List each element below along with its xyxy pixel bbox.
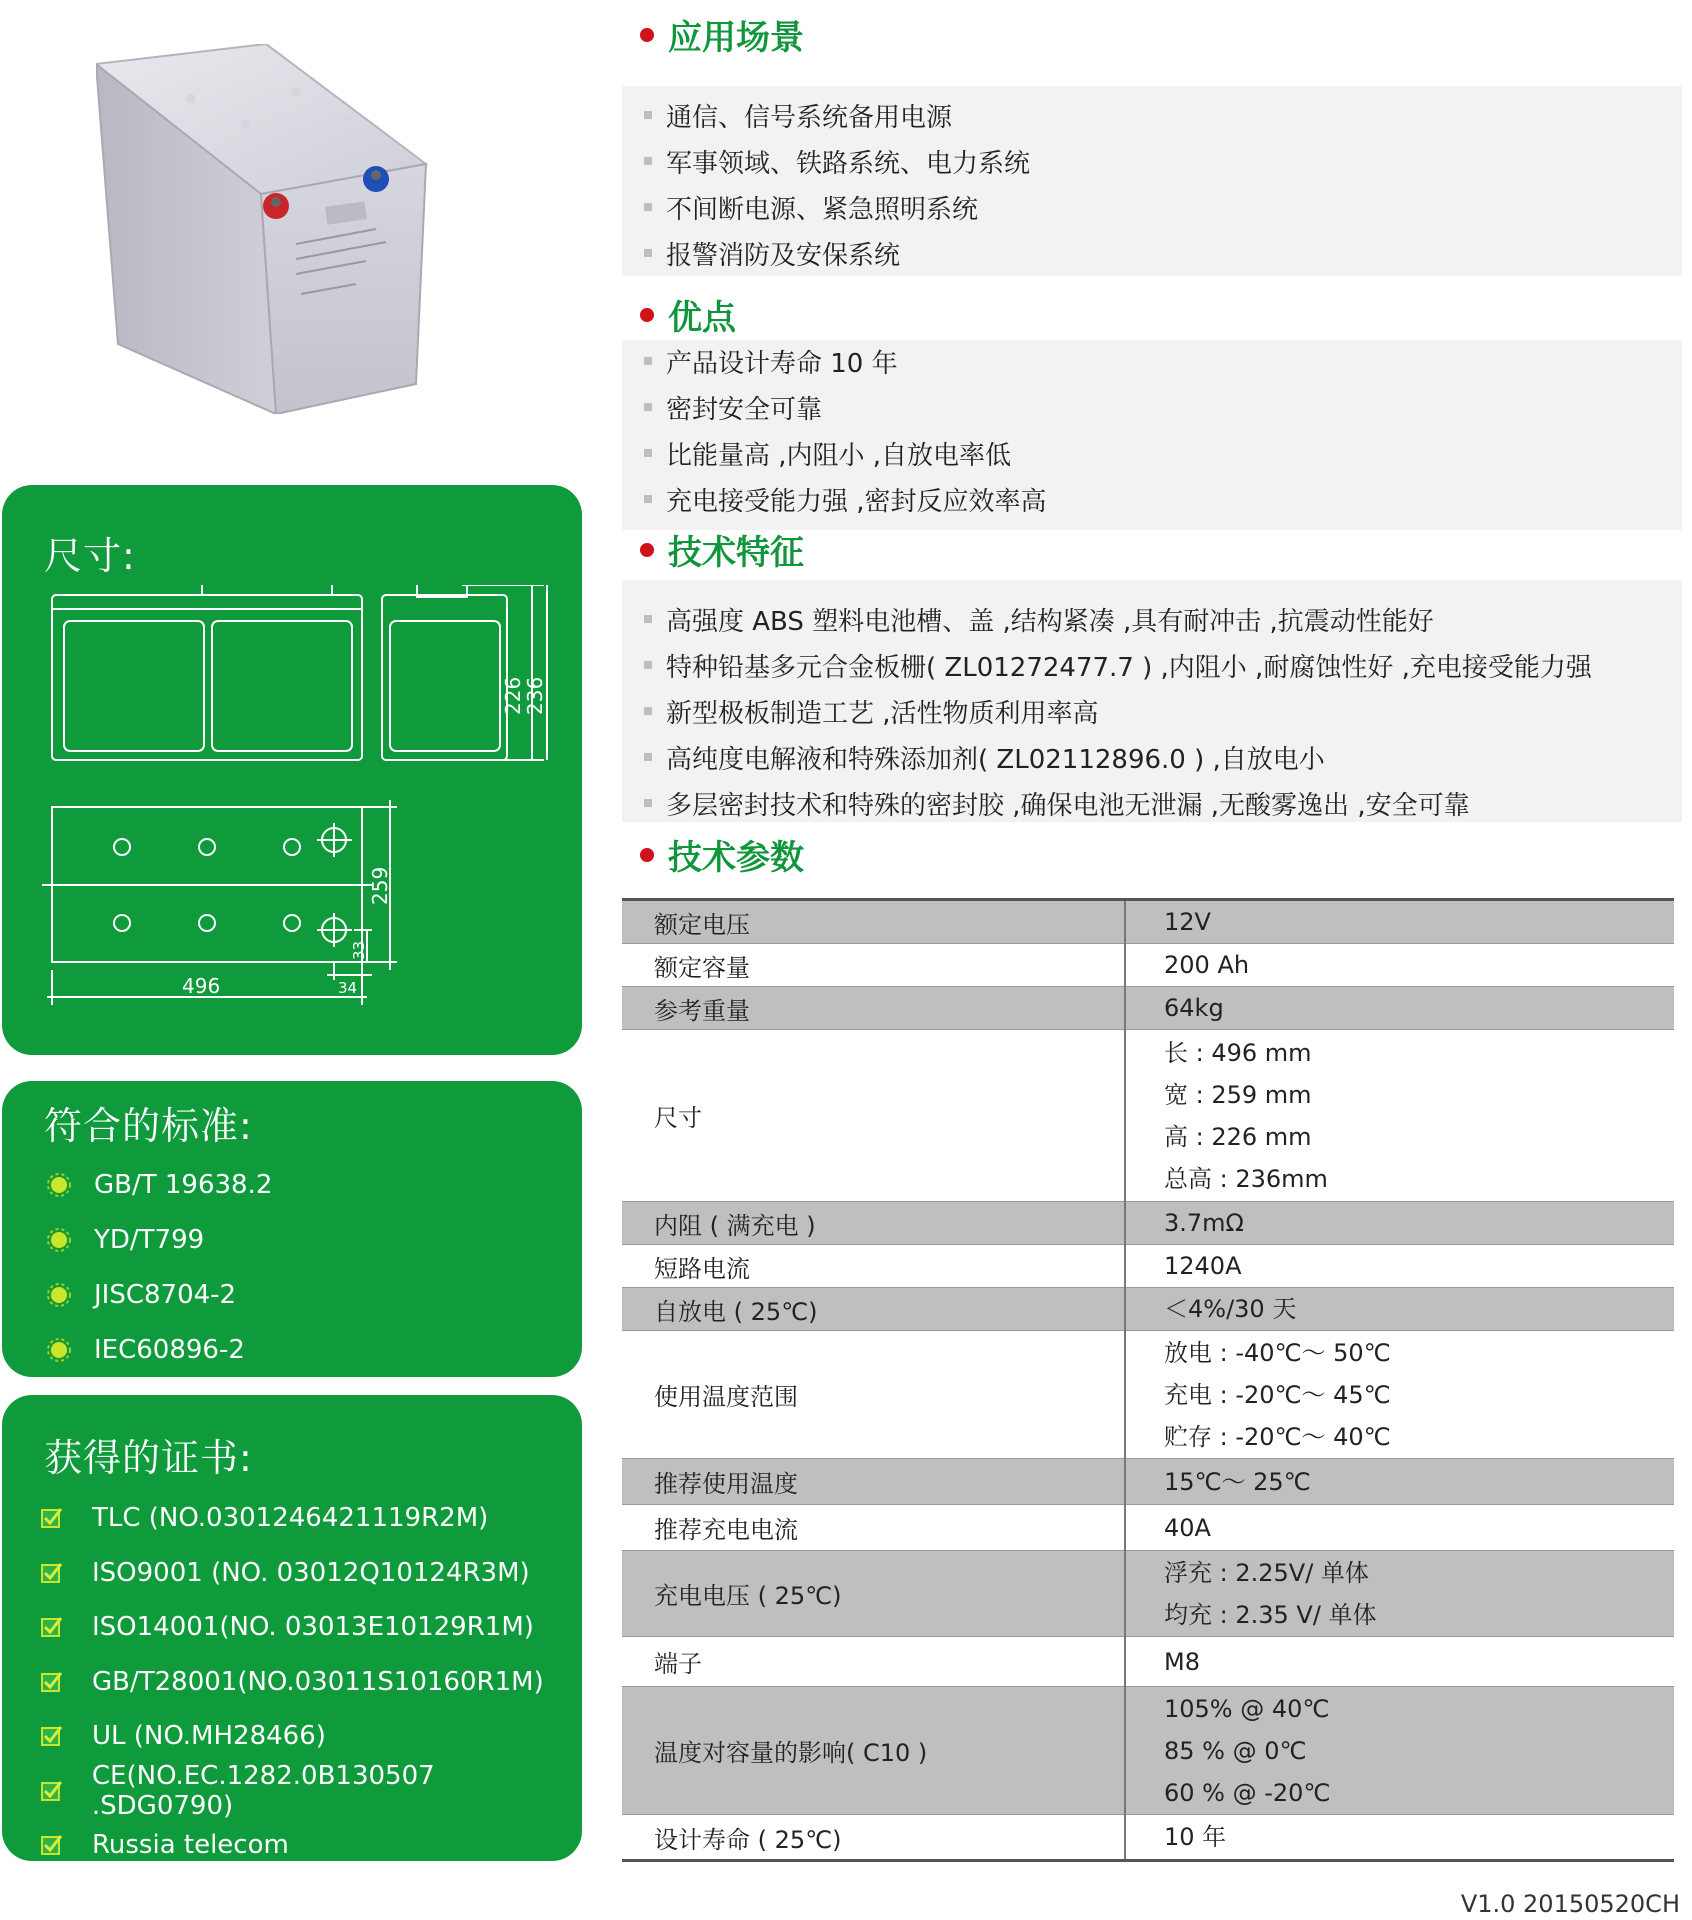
spec-row — [622, 987, 1674, 1030]
spec-value-line: 宽 : 259 mm — [1164, 1080, 1312, 1109]
spec-key: 温度对容量的影响( C10 ) — [622, 1687, 1125, 1815]
standard-item — [46, 1267, 272, 1322]
check-icon — [40, 1833, 64, 1857]
version-footer: V1.0 20150520CH — [1460, 1890, 1680, 1918]
params-title — [640, 830, 804, 879]
spec-value-line: 均充 : 2.35 V/ 单体 — [1164, 1600, 1377, 1629]
advantage-item — [644, 476, 1047, 522]
check-icon — [40, 1561, 64, 1585]
check-icon — [40, 1779, 64, 1803]
spec-key: 自放电 ( 25℃) — [622, 1288, 1125, 1331]
applications-title-text: 应用场景 — [668, 18, 804, 58]
spec-value-line: 长 : 496 mm — [1164, 1038, 1312, 1067]
square-bullet-icon — [644, 157, 652, 165]
spec-row — [622, 1331, 1674, 1459]
spec-value-line: 充电 : -20℃～ 45℃ — [1164, 1380, 1391, 1409]
spec-key: 设计寿命 ( 25℃) — [622, 1815, 1125, 1861]
square-bullet-icon — [644, 707, 652, 715]
standard-label: YD/T799 — [94, 1224, 205, 1255]
certificate-label: TLC (NO.0301246421119R2M) — [92, 1503, 489, 1534]
applications-title — [640, 10, 804, 59]
spec-row — [622, 1551, 1674, 1637]
label-33: 33 — [350, 940, 368, 960]
feature-item — [644, 596, 1592, 642]
red-bullet-icon — [640, 308, 654, 322]
certificate-label: CE(NO.EC.1282.0B130507 .SDG0790) — [91, 1760, 435, 1821]
spec-row — [622, 1245, 1674, 1288]
standard-label: JISC8704-2 — [94, 1279, 237, 1310]
spec-value — [1125, 1815, 1674, 1861]
standard-item — [46, 1212, 272, 1267]
advantages-title — [640, 290, 736, 339]
spec-value — [1125, 1637, 1674, 1687]
spec-value — [1125, 1288, 1674, 1331]
spec-value-line: 60 % @ -20℃ — [1164, 1778, 1331, 1807]
dimension-panel — [2, 485, 582, 1055]
square-bullet-icon — [644, 357, 652, 365]
spec-row — [622, 1505, 1674, 1551]
label-496: 496 — [182, 974, 221, 998]
applications-list — [644, 92, 1030, 276]
standards-title: 符合的标准: — [44, 1104, 253, 1148]
spec-key: 尺寸 — [622, 1030, 1125, 1202]
standard-label: IEC60896-2 — [94, 1334, 245, 1365]
spec-value — [1125, 1030, 1674, 1202]
spec-value — [1125, 900, 1674, 944]
advantage-item — [644, 338, 1047, 384]
square-bullet-icon — [644, 661, 652, 669]
feature-text: 新型极板制造工艺 ,活性物质利用率高 — [666, 698, 1099, 729]
certificates-list — [40, 1491, 582, 1873]
advantages-title-text: 优点 — [668, 298, 736, 338]
spec-value-line: 浮充 : 2.25V/ 单体 — [1164, 1558, 1369, 1587]
certificates-panel — [2, 1395, 582, 1861]
application-text: 军事领域、铁路系统、电力系统 — [666, 148, 1031, 179]
spec-key: 额定电压 — [622, 900, 1125, 944]
spec-key: 短路电流 — [622, 1245, 1125, 1288]
spec-value — [1125, 1551, 1674, 1637]
application-item — [644, 184, 1030, 230]
application-text: 通信、信号系统备用电源 — [666, 102, 953, 133]
certificate-item — [40, 1760, 582, 1821]
application-text: 报警消防及安保系统 — [666, 240, 901, 271]
certificate-label: Russia telecom — [92, 1830, 289, 1861]
square-bullet-icon — [644, 203, 652, 211]
features-title-text: 技术特征 — [668, 533, 804, 573]
spec-key: 参考重量 — [622, 987, 1125, 1030]
square-bullet-icon — [644, 615, 652, 623]
spec-value-line: 总高 : 236mm — [1164, 1164, 1328, 1193]
spec-row — [622, 1815, 1674, 1861]
application-item — [644, 230, 1030, 276]
square-bullet-icon — [644, 111, 652, 119]
spec-row — [622, 1288, 1674, 1331]
certificate-label: ISO9001 (NO. 03012Q10124R3M) — [92, 1557, 530, 1588]
feature-item — [644, 780, 1592, 826]
spec-value — [1125, 1459, 1674, 1505]
feature-item — [644, 688, 1592, 734]
spec-value-line: 放电 : -40℃～ 50℃ — [1164, 1338, 1391, 1367]
standard-item — [46, 1322, 272, 1377]
spec-row — [622, 1687, 1674, 1815]
spec-value-line: 85 % @ 0℃ — [1164, 1736, 1307, 1765]
spec-value — [1125, 987, 1674, 1030]
spec-value-line: 贮存 : -20℃～ 40℃ — [1164, 1422, 1391, 1451]
feature-item — [644, 642, 1592, 688]
certificate-label: ISO14001(NO. 03013E10129R1M) — [92, 1612, 534, 1643]
spec-row — [622, 1030, 1674, 1202]
spec-value — [1125, 1331, 1674, 1459]
spec-value-line: 10 年 — [1164, 1823, 1227, 1851]
spec-value-line: ＜4%/30 天 — [1164, 1295, 1297, 1323]
application-item — [644, 92, 1030, 138]
advantage-text: 充电接受能力强 ,密封反应效率高 — [666, 486, 1047, 517]
spec-value-line: 40A — [1164, 1513, 1211, 1542]
spec-row — [622, 1459, 1674, 1505]
spec-value — [1125, 944, 1674, 987]
spec-value-line: 3.7mΩ — [1164, 1209, 1244, 1237]
advantage-text: 产品设计寿命 10 年 — [666, 348, 898, 379]
spec-value-line: M8 — [1164, 1647, 1200, 1676]
certificate-item — [40, 1709, 582, 1764]
feature-item — [644, 734, 1592, 780]
spec-row — [622, 900, 1674, 944]
standards-list — [46, 1157, 272, 1377]
spec-value-line: 1240A — [1164, 1252, 1242, 1280]
certificate-label: GB/T28001(NO.03011S10160R1M) — [92, 1666, 544, 1697]
certificate-label: UL (NO.MH28466) — [92, 1721, 326, 1752]
certificate-item — [40, 1655, 582, 1710]
square-bullet-icon — [644, 249, 652, 257]
certificate-item — [40, 1491, 582, 1546]
bullet-flower-icon — [46, 1282, 72, 1308]
spec-value — [1125, 1202, 1674, 1245]
bullet-flower-icon — [46, 1227, 72, 1253]
bullet-flower-icon — [46, 1172, 72, 1198]
feature-text: 高强度 ABS 塑料电池槽、盖 ,结构紧凑 ,具有耐冲击 ,抗震动性能好 — [666, 606, 1434, 637]
certificates-title: 获得的证书: — [44, 1436, 253, 1480]
spec-key: 推荐充电电流 — [622, 1505, 1125, 1551]
spec-value-line: 15℃～ 25℃ — [1164, 1467, 1311, 1496]
features-list — [644, 596, 1592, 826]
check-icon — [40, 1615, 64, 1639]
label-34: 34 — [338, 979, 358, 997]
square-bullet-icon — [644, 753, 652, 761]
advantage-text: 密封安全可靠 — [666, 394, 823, 425]
bullet-flower-icon — [46, 1337, 72, 1363]
spec-row — [622, 944, 1674, 987]
check-icon — [40, 1670, 64, 1694]
spec-value-line: 12V — [1164, 908, 1211, 936]
advantage-text: 比能量高 ,内阻小 ,自放电率低 — [666, 440, 1012, 471]
red-bullet-icon — [640, 848, 654, 862]
application-text: 不间断电源、紧急照明系统 — [666, 194, 979, 225]
advantage-item — [644, 384, 1047, 430]
spec-key: 端子 — [622, 1637, 1125, 1687]
params-title-text: 技术参数 — [668, 838, 804, 878]
feature-text: 高纯度电解液和特殊添加剂( ZL02112896.0 ) ,自放电小 — [666, 744, 1325, 775]
red-bullet-icon — [640, 543, 654, 557]
spec-value-line: 高 : 226 mm — [1164, 1122, 1312, 1151]
spec-key: 内阻 ( 满充电 ) — [622, 1202, 1125, 1245]
battery-product-image — [96, 44, 526, 414]
square-bullet-icon — [644, 799, 652, 807]
certificate-item — [40, 1600, 582, 1655]
spec-value — [1125, 1505, 1674, 1551]
advantages-list — [644, 338, 1047, 522]
dimension-drawing — [42, 585, 562, 1045]
square-bullet-icon — [644, 403, 652, 411]
spec-key: 使用温度范围 — [622, 1331, 1125, 1459]
standard-item — [46, 1157, 272, 1212]
certificate-item — [40, 1546, 582, 1601]
feature-text: 特种铅基多元合金板栅( ZL01272477.7 ) ,内阻小 ,耐腐蚀性好 ,充电接受能力强 — [666, 652, 1592, 683]
spec-key: 推荐使用温度 — [622, 1459, 1125, 1505]
spec-row — [622, 1202, 1674, 1245]
application-item — [644, 138, 1030, 184]
features-title — [640, 525, 804, 574]
spec-value-line: 64kg — [1164, 994, 1224, 1022]
square-bullet-icon — [644, 495, 652, 503]
spec-value-line: 200 Ah — [1164, 951, 1250, 979]
dimension-title: 尺寸: — [44, 534, 136, 578]
check-icon — [40, 1724, 64, 1748]
label-226: 226 — [501, 676, 525, 715]
label-236: 236 — [523, 676, 547, 715]
red-bullet-icon — [640, 28, 654, 42]
spec-key: 充电电压 ( 25℃) — [622, 1551, 1125, 1637]
standards-panel — [2, 1081, 582, 1377]
square-bullet-icon — [644, 449, 652, 457]
certificate-item — [40, 1818, 582, 1873]
advantage-item — [644, 430, 1047, 476]
spec-table — [622, 898, 1674, 1862]
spec-row — [622, 1637, 1674, 1687]
spec-key: 额定容量 — [622, 944, 1125, 987]
spec-value — [1125, 1687, 1674, 1815]
standard-label: GB/T 19638.2 — [94, 1169, 273, 1200]
label-259: 259 — [368, 866, 392, 905]
spec-value — [1125, 1245, 1674, 1288]
feature-text: 多层密封技术和特殊的密封胶 ,确保电池无泄漏 ,无酸雾逸出 ,安全可靠 — [666, 790, 1470, 821]
check-icon — [40, 1506, 64, 1530]
spec-value-line: 105% @ 40℃ — [1164, 1694, 1330, 1723]
